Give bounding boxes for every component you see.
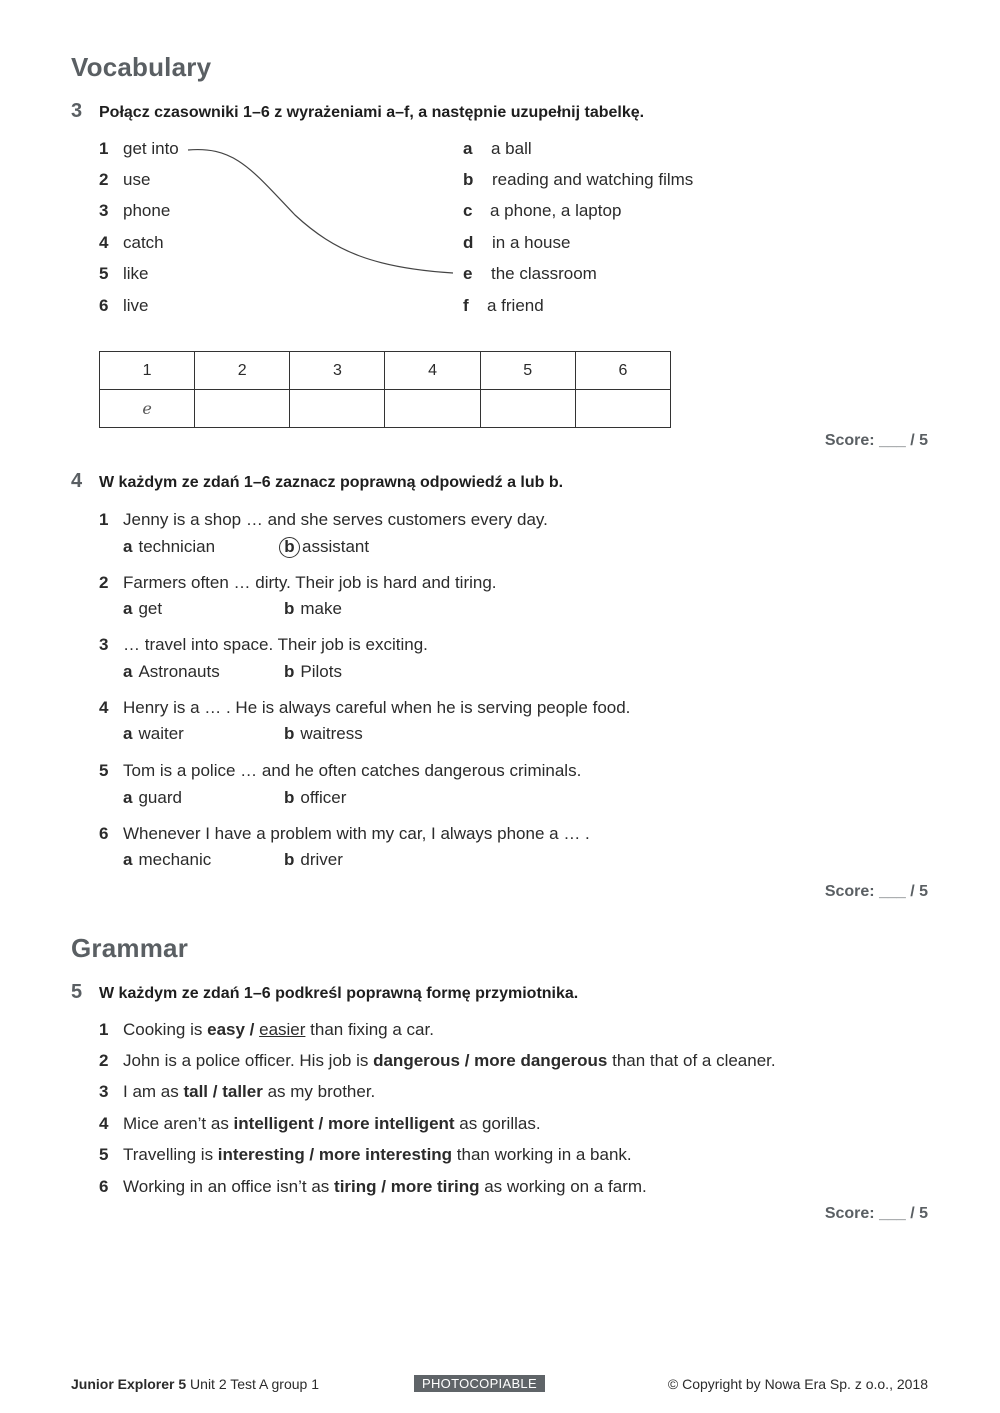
- option-text: get: [138, 599, 163, 618]
- footer-copyright: © Copyright by Nowa Era Sp. z o.o., 2018: [667, 1376, 928, 1392]
- sentence-end: as gorillas.: [454, 1114, 541, 1133]
- sentence-start: Travelling is: [123, 1145, 218, 1164]
- matching-line: [0, 0, 1000, 400]
- item-number: 3: [99, 201, 109, 220]
- separator: /: [460, 1051, 475, 1070]
- item-number: 6: [99, 296, 109, 315]
- sentence-start: I am as: [123, 1082, 184, 1101]
- option-b[interactable]: b make: [284, 599, 342, 618]
- section-heading-vocabulary: Vocabulary: [71, 52, 212, 82]
- option-2-underlined[interactable]: easier: [259, 1020, 306, 1039]
- item-number: 2: [99, 573, 109, 592]
- score-task5: Score: ___ / 5: [824, 1205, 928, 1222]
- sentence-end: as my brother.: [262, 1082, 376, 1101]
- table-answer-row: [100, 390, 671, 428]
- selection-circle-icon: b: [279, 537, 300, 558]
- photocopiable-badge: PHOTOCOPIABLE: [414, 1375, 545, 1392]
- option-1[interactable]: dangerous: [373, 1051, 460, 1070]
- option-text: mechanic: [138, 850, 212, 869]
- option-text: assistant: [302, 537, 370, 556]
- item-number: 4: [99, 698, 109, 717]
- item-number: 5: [99, 1145, 109, 1164]
- grammar-item: [99, 1145, 632, 1165]
- question-text: Tom is a police … and he often catches dangerous criminals.: [123, 761, 582, 780]
- grammar-item: [99, 1177, 647, 1197]
- option-text: driver: [300, 850, 343, 869]
- option-a[interactable]: a guard: [123, 788, 182, 807]
- score-task4: Score: ___ / 5: [824, 883, 928, 900]
- option-2[interactable]: more dangerous: [474, 1051, 608, 1070]
- option-text: waiter: [138, 724, 184, 743]
- option-text: make: [300, 599, 342, 618]
- answer-cell[interactable]: [195, 390, 290, 428]
- sentence-start: Cooking is: [123, 1020, 208, 1039]
- task-number: 5: [71, 981, 83, 1003]
- item-text: a ball: [491, 139, 532, 158]
- option-text: waitress: [300, 724, 363, 743]
- item-number: 4: [99, 1114, 109, 1133]
- option-2[interactable]: taller: [222, 1082, 263, 1101]
- table-header-row: [100, 352, 671, 390]
- separator: /: [208, 1082, 223, 1101]
- item-text: a friend: [487, 296, 544, 315]
- table-header-cell: 1: [100, 352, 195, 390]
- option-a[interactable]: a mechanic: [123, 850, 212, 869]
- item-number: 3: [99, 635, 109, 654]
- item-number: 6: [99, 824, 109, 843]
- option-b-selected[interactable]: [284, 537, 369, 558]
- item-letter: f: [463, 296, 469, 315]
- question-item: [99, 761, 581, 781]
- item-text: catch: [123, 233, 164, 252]
- section-heading-grammar: Grammar: [71, 933, 189, 963]
- footer-book-name: Junior Explorer 5: [71, 1376, 187, 1392]
- sentence-start: Working in an office isn’t as: [123, 1177, 335, 1196]
- grammar-item: [99, 1114, 541, 1134]
- sentence-end: than that of a cleaner.: [607, 1051, 776, 1070]
- item-number: 6: [99, 1177, 109, 1196]
- item-letter: d: [463, 233, 474, 252]
- sentence-start: Mice aren’t as: [123, 1114, 234, 1133]
- sentence-end: as working on a farm.: [479, 1177, 647, 1196]
- option-2[interactable]: more tiring: [390, 1177, 480, 1196]
- option-text: Astronauts: [138, 662, 220, 681]
- option-text: Pilots: [300, 662, 342, 681]
- option-a[interactable]: a technician: [123, 537, 216, 556]
- separator: /: [376, 1177, 391, 1196]
- item-text: reading and watching films: [492, 170, 694, 189]
- grammar-item: [99, 1082, 375, 1102]
- item-number: 2: [99, 170, 109, 189]
- question-item: [99, 698, 630, 718]
- option-1[interactable]: tiring: [334, 1177, 377, 1196]
- item-text: get into: [123, 139, 179, 158]
- grammar-item: [99, 1051, 776, 1071]
- option-text: officer: [300, 788, 347, 807]
- answer-table: [99, 351, 671, 428]
- option-1[interactable]: intelligent: [233, 1114, 314, 1133]
- item-text: a phone, a laptop: [490, 201, 622, 220]
- footer-title: [71, 1376, 319, 1392]
- option-b[interactable]: b officer: [284, 788, 347, 807]
- question-text: Whenever I have a problem with my car, I always phone a … .: [123, 824, 590, 843]
- option-1[interactable]: tall: [183, 1082, 209, 1101]
- item-number: 3: [99, 1082, 109, 1101]
- sentence-end: than fixing a car.: [305, 1020, 434, 1039]
- question-item: [99, 573, 497, 593]
- answer-cell[interactable]: [385, 390, 480, 428]
- item-number: 5: [99, 264, 109, 283]
- question-item: [99, 635, 428, 655]
- item-letter: c: [463, 201, 473, 220]
- answer-cell[interactable]: [480, 390, 575, 428]
- item-text: in a house: [492, 233, 571, 252]
- item-text: like: [123, 264, 149, 283]
- task-number: 3: [71, 100, 83, 122]
- score-task3: Score: ___ / 5: [824, 432, 928, 449]
- question-text: … travel into space. Their job is exciting.: [123, 635, 428, 654]
- item-number: 5: [99, 761, 109, 780]
- task5-instruction: [71, 981, 578, 1004]
- option-b[interactable]: b driver: [284, 850, 343, 869]
- item-number: 1: [99, 510, 109, 529]
- item-text: phone: [123, 201, 171, 220]
- task-number: 4: [71, 470, 83, 492]
- item-letter: a: [463, 139, 473, 158]
- answer-cell[interactable]: [575, 390, 670, 428]
- option-a[interactable]: a waiter: [123, 724, 184, 743]
- item-text: the classroom: [491, 264, 597, 283]
- instruction-text: W każdym ze zdań 1–6 zaznacz poprawną odpowiedź a lub b.: [99, 474, 564, 491]
- option-b[interactable]: b waitress: [284, 724, 363, 743]
- answer-cell[interactable]: [290, 390, 385, 428]
- table-header-cell: 2: [195, 352, 290, 390]
- option-a[interactable]: a get: [123, 599, 163, 618]
- option-b[interactable]: b Pilots: [284, 662, 342, 681]
- question-text: Henry is a … . He is always careful when he is serving people food.: [123, 698, 631, 717]
- separator: /: [244, 1020, 260, 1039]
- option-1[interactable]: easy: [207, 1020, 245, 1039]
- table-header-cell: 6: [575, 352, 670, 390]
- item-number: 4: [99, 233, 109, 252]
- item-text: use: [123, 170, 151, 189]
- table-header-cell: 4: [385, 352, 480, 390]
- sentence-start: John is a police officer. His job is: [123, 1051, 374, 1070]
- instruction-text: Połącz czasowniki 1–6 z wyrażeniami a–f, a następnie uzupełnij tabelkę.: [99, 104, 645, 121]
- table-header-cell: 5: [480, 352, 575, 390]
- question-item: [99, 824, 590, 844]
- option-2[interactable]: more interesting: [318, 1145, 453, 1164]
- option-2[interactable]: more intelligent: [328, 1114, 455, 1133]
- item-text: live: [123, 296, 149, 315]
- instruction-text: W każdym ze zdań 1–6 podkreśl poprawną formę przymiotnika.: [99, 985, 579, 1002]
- table-header-cell: 3: [290, 352, 385, 390]
- separator: /: [304, 1145, 319, 1164]
- option-a[interactable]: a Astronauts: [123, 662, 220, 681]
- option-text: guard: [138, 788, 182, 807]
- item-number: 2: [99, 1051, 109, 1070]
- item-number: 1: [99, 139, 109, 158]
- answer-cell[interactable]: e: [100, 390, 195, 428]
- option-1[interactable]: interesting: [217, 1145, 305, 1164]
- task4-instruction: [71, 470, 563, 493]
- question-text: Jenny is a shop … and she serves customers every day.: [123, 510, 548, 529]
- sentence-end: than working in a bank.: [452, 1145, 632, 1164]
- separator: /: [313, 1114, 328, 1133]
- item-number: 1: [99, 1020, 109, 1039]
- question-text: Farmers often … dirty. Their job is hard and tiring.: [123, 573, 497, 592]
- option-text: technician: [138, 537, 216, 556]
- item-letter: b: [463, 170, 474, 189]
- question-item: [99, 510, 548, 530]
- grammar-item: [99, 1020, 434, 1040]
- footer-test-name: Unit 2 Test A group 1: [186, 1376, 319, 1392]
- item-letter: e: [463, 264, 473, 283]
